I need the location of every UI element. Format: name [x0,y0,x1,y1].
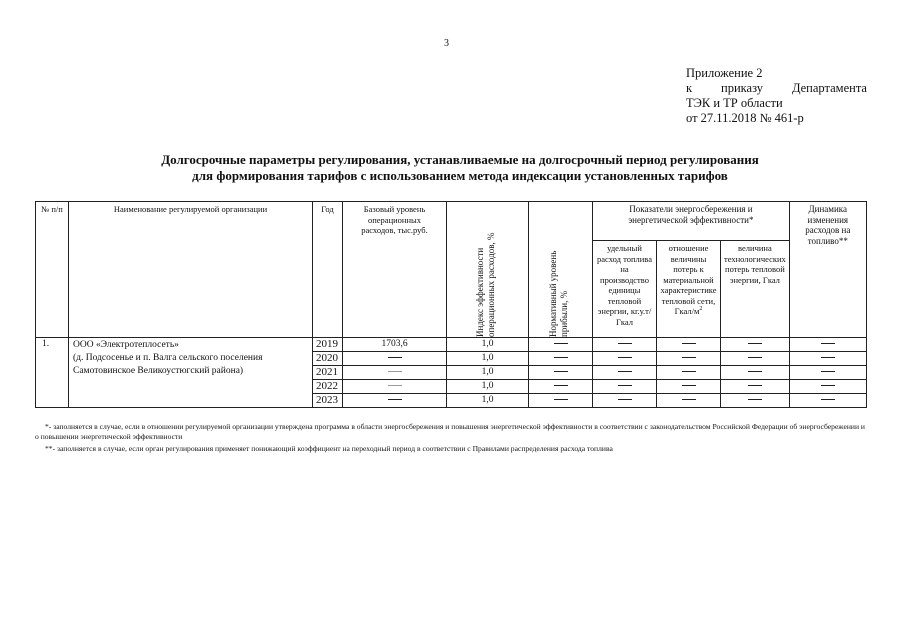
profit-cell [529,352,593,366]
year-cell: 2023 [313,394,343,408]
title-line-2: для формирования тарифов с использованием метода индексации установленных тарифов [192,168,728,183]
header-org: Наименование регулируемой организации [69,202,313,338]
loss-ratio-cell [657,394,721,408]
appendix-line-3: ТЭК и ТР области [686,96,783,110]
parameters-table [35,201,867,408]
footnote-2: **- заполняется в случае, если орган регулирования применяет понижающий коэффициент на переходный период в соответствии с Правилами распределения расхода топлива [45,444,613,453]
appendix-word: приказу [721,81,764,95]
appendix-block [686,66,867,126]
profit-cell [529,394,593,408]
row-number: 1. [36,338,69,408]
appendix-word: Департамента [791,81,867,95]
tech-losses-cell [721,366,790,380]
header-year: Год [313,202,343,338]
base-value-cell [343,366,447,380]
loss-ratio-cell [657,366,721,380]
specific-fuel-cell [593,394,657,408]
year-cell: 2022 [313,380,343,394]
index-value-cell: 1,0 [447,338,529,352]
dynamics-cell [789,394,866,408]
loss-ratio-cell [657,380,721,394]
header-index: Индекс эффективности операционных расходов, % [447,202,529,338]
index-value-cell: 1,0 [447,394,529,408]
tech-losses-cell [721,394,790,408]
header-tech-losses: величина технологических потерь тепловой энергии, Гкал [721,241,790,338]
appendix-line-2 [686,81,867,96]
loss-ratio-cell [657,338,721,352]
title-line-1: Долгосрочные параметры регулирования, устанавливаемые на долгосрочный период регулирования [161,152,759,167]
organization-name: ООО «Электротеплосеть» (д. Подсосенье и п. Валга сельского поселения Самотовинское Великоустюгский района) [69,338,313,408]
tech-losses-cell [721,338,790,352]
base-value-cell [343,380,447,394]
year-cell: 2020 [313,352,343,366]
header-base: Базовый уровень операционных расходов, тыс.руб. [343,202,447,338]
appendix-line-4: от 27.11.2018 № 461-р [686,111,804,125]
appendix-line-1: Приложение 2 [686,66,763,80]
year-cell: 2021 [313,366,343,380]
profit-cell [529,380,593,394]
table-row [36,338,867,352]
dynamics-cell [789,352,866,366]
dynamics-cell [789,338,866,352]
profit-cell [529,366,593,380]
index-value-cell: 1,0 [447,380,529,394]
specific-fuel-cell [593,366,657,380]
dynamics-cell [789,380,866,394]
specific-fuel-cell [593,338,657,352]
header-indicators: Показатели энергосбережения и энергетической эффективности* [593,202,790,241]
base-value-cell [343,352,447,366]
specific-fuel-cell [593,352,657,366]
year-cell: 2019 [313,338,343,352]
header-specific-fuel: удельный расход топлива на производство единицы тепловой энергии, кг.у.т/Гкал [593,241,657,338]
header-num: № п/п [36,202,69,338]
index-value-cell: 1,0 [447,352,529,366]
base-value-cell: 1703,6 [343,338,447,352]
tech-losses-cell [721,352,790,366]
page-number: 3 [444,38,449,49]
header-dynamics: Динамика изменения расходов на топливо** [789,202,866,338]
document-title [60,152,860,184]
specific-fuel-cell [593,380,657,394]
dynamics-cell [789,366,866,380]
footnote-1: *- заполняется в случае, если в отношении регулируемой организации утверждена программа в области энергосбережения и повышения энергетической эффективности в соответствии с законодательством Российской Федерации об энергосбережении и о повышении энергетической эффективности [35,422,865,441]
index-value-cell: 1,0 [447,366,529,380]
header-profit: Нормативный уровень прибыли, % [529,202,593,338]
header-loss-ratio: отношение величины потерь к материальной характеристике тепловой сети, Гкал/$м^2$ [657,241,721,338]
appendix-word: к [686,81,693,95]
base-value-cell [343,394,447,408]
tech-losses-cell [721,380,790,394]
loss-ratio-cell [657,352,721,366]
profit-cell [529,338,593,352]
